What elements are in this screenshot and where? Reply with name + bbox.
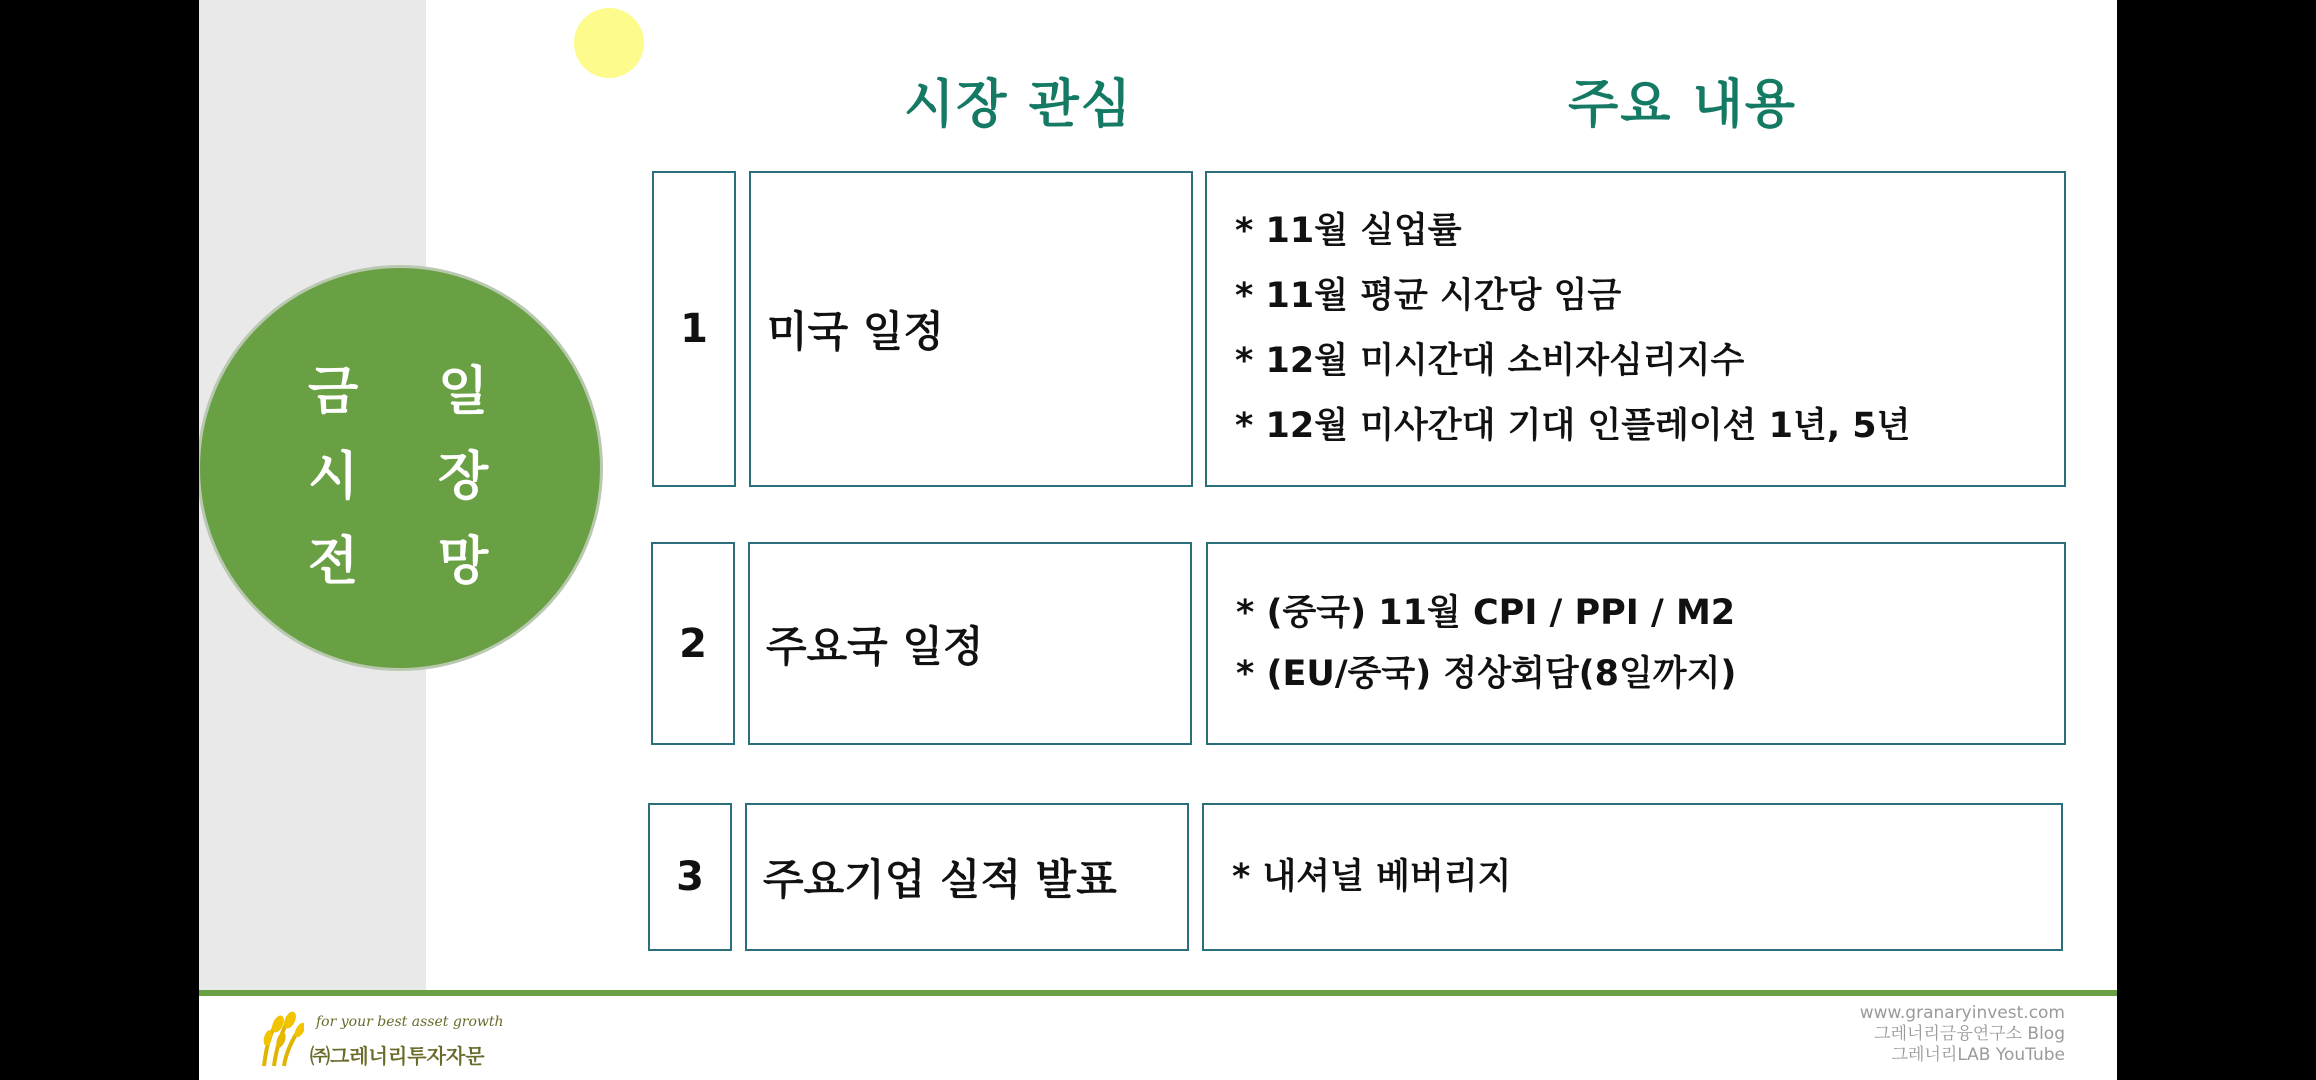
content-item: * 12월 미사간대 기대 인플레이션 1년, 5년 [1235,406,1911,446]
content-item: * 내셔널 베버리지 [1232,856,1512,897]
youtube-link[interactable]: 그레너리LAB YouTube [1891,1045,2065,1065]
title-char: 장 [438,447,489,507]
row-contents [1205,171,2066,487]
title-char: 시 [308,447,359,507]
title-char: 금 [308,362,359,422]
logo-company-name: ㈜그레너리투자자문 [310,1044,485,1068]
row-number [652,171,736,487]
row-topic [748,542,1192,745]
row-topic-text: 주요국 일정 [766,621,984,671]
website-link[interactable]: www.granaryinvest.com [1859,1003,2065,1023]
content-item: * (중국) 11월 CPI / PPI / M2 [1236,592,1736,633]
content-item: * 12월 미시간대 소비자심리지수 [1235,341,1745,381]
row-number [651,542,735,745]
title-char: 전 [308,532,359,592]
title-char: 일 [438,362,489,422]
logo-tagline: for your best asset growth [316,1014,504,1030]
slide [199,0,2117,1080]
row-number [648,803,732,951]
content-item: * 11월 평균 시간당 임금 [1235,276,1622,316]
blog-link[interactable]: 그레너리금융연구소 Blog [1874,1024,2065,1044]
title-circle [199,265,603,671]
wheat-logo-icon [254,1010,304,1068]
row-topic-text: 미국 일정 [767,307,944,356]
row-number-text: 1 [680,306,708,352]
row-number-text: 2 [679,620,707,667]
company-logo [254,1008,504,1070]
title-char: 망 [438,532,489,592]
row-topic [745,803,1189,951]
decorative-dot [574,8,644,78]
header-market-interest: 시장 관심 [904,75,1134,135]
content-item: * 11월 실업률 [1235,211,1462,251]
footer-links [1860,1003,2065,1066]
footer-divider [199,990,2117,996]
row-number-text: 3 [676,854,704,900]
content-item: * (EU/중국) 정상회담(8일까지) [1236,653,1737,694]
header-main-contents: 주요 내용 [1568,75,1798,135]
row-contents [1206,542,2066,745]
row-contents [1202,803,2063,951]
row-topic [749,171,1193,487]
row-topic-text: 주요기업 실적 발표 [763,855,1117,904]
